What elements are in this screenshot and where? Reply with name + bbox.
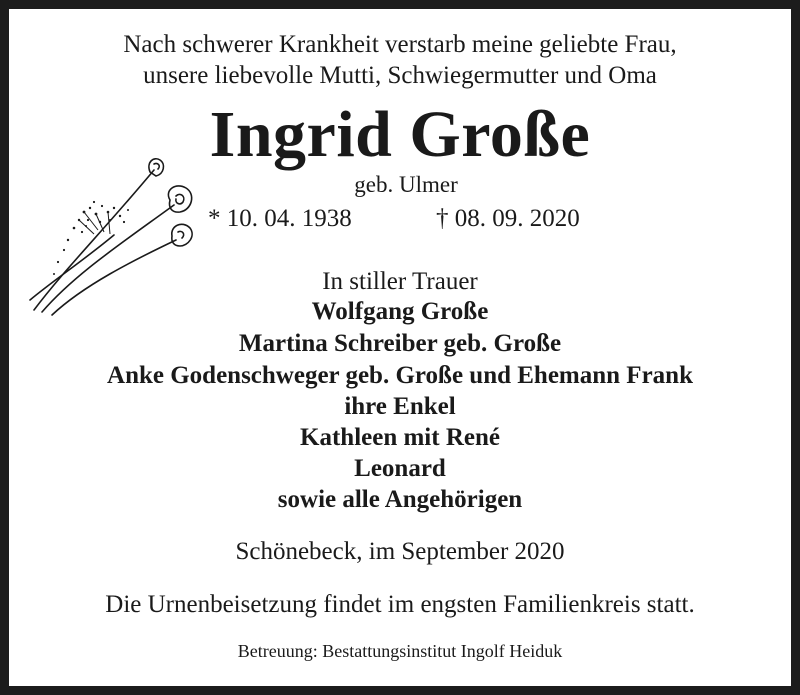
intro-line-2: unsere liebevolle Mutti, Schwiegermutter und Oma [143, 62, 657, 89]
place-date: Schönebeck, im September 2020 [235, 538, 565, 565]
mourner-name: Wolfgang Große [311, 298, 489, 325]
death-date: † 08. 09. 2020 [436, 205, 580, 232]
mourner-name: Martina Schreiber geb. Große [238, 330, 562, 357]
maiden-name: geb. Ulmer [354, 172, 458, 197]
undertaker-credit: Betreuung: Bestattungsinstitut Ingolf Heiduk [237, 641, 563, 661]
mourner-name: ihre Enkel [344, 393, 456, 420]
mourner-name: Kathleen mit René [300, 424, 500, 451]
birth-date: * 10. 04. 1938 [208, 205, 352, 232]
mourners-heading: In stiller Trauer [322, 268, 478, 295]
mourner-name: Anke Godenschweger geb. Große und Ehemann Frank [107, 362, 693, 389]
burial-note: Die Urnenbeisetzung findet im engsten Familienkreis statt. [105, 591, 695, 618]
intro-line-1: Nach schwerer Krankheit verstarb meine geliebte Frau, [123, 31, 677, 58]
mourner-name: sowie alle Angehörigen [277, 486, 523, 513]
deceased-name: Ingrid Große [209, 98, 591, 171]
mourner-name: Leonard [354, 455, 446, 482]
